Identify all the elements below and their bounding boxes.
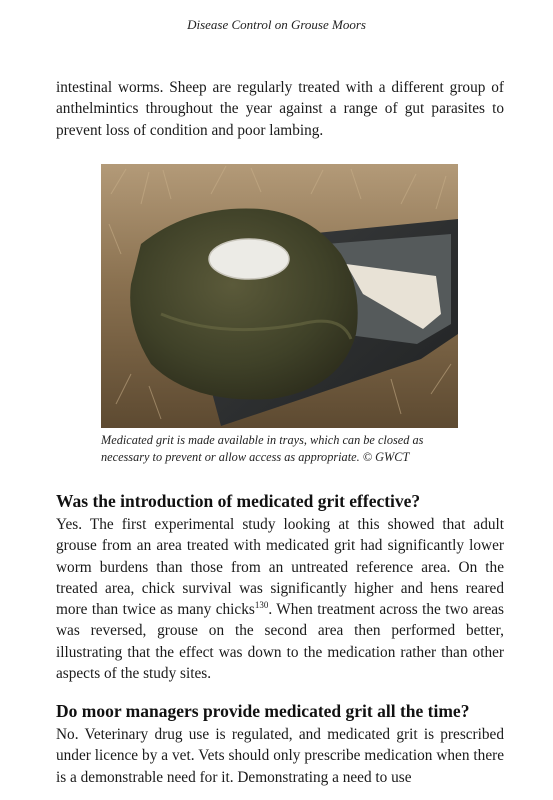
reference-number: 130 — [254, 600, 269, 611]
running-head: Disease Control on Grouse Moors — [187, 17, 366, 32]
figure-caption: Medicated grit is made available in trays, which can be closed as necessary to prevent or allow access as appropriate. © GWCT — [101, 433, 424, 464]
section-2-paragraph: No. Veterinary drug use is regulated, and medicated grit is prescribed under licence by a vet. Vets should only prescribe medication when there is a demonstrable need for it. Demonstrating a need to use — [56, 726, 504, 786]
section-1-text: Yes. The first experimental study looking at this showed that adult grouse from an area treated with medicated grit had significantly lower worm burdens than those from an untreated reference area. On the treated area, chick survival was significantly higher and hens reared more than twice as many chicks — [56, 516, 504, 619]
section-heading-grit-all-the-time: Do moor managers provide medicated grit all the time? — [56, 701, 470, 721]
section-1-text-continued: . When treatment across the two areas was reversed, grouse on the second area then performed better, illustrating that the effect was down to the medication rather than other aspects of the study sites. — [56, 601, 504, 683]
section-1-paragraph — [56, 514, 504, 684]
section-heading-medicated-grit-effective: Was the introduction of medicated grit effective? — [56, 491, 421, 511]
medicated-grit-tray-photo — [101, 164, 458, 428]
intro-paragraph: intestinal worms. Sheep are regularly treated with a different group of anthelmintics throughout the year against a range of gut parasites to prevent loss of condition and poor lambing. — [56, 79, 504, 139]
